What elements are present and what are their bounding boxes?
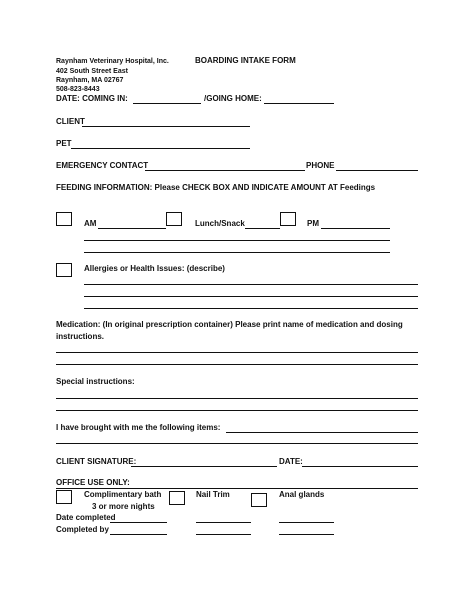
allergies-line[interactable] [84, 284, 418, 285]
allergies-checkbox[interactable] [56, 263, 72, 277]
anal-glands-label: Anal glands [279, 490, 325, 499]
anal-glands-date-field[interactable] [279, 522, 334, 523]
hospital-street: 402 South Street East [56, 68, 128, 75]
date-completed-field[interactable] [110, 522, 167, 523]
allergies-line[interactable] [84, 308, 418, 309]
phone-field[interactable] [336, 170, 418, 171]
client-field[interactable] [82, 126, 250, 127]
lunch-checkbox[interactable] [166, 212, 182, 226]
pet-label: PET [56, 139, 72, 148]
signature-date-field[interactable] [302, 466, 418, 467]
complimentary-bath-label: Complimentary bath [84, 490, 162, 499]
hospital-phone: 508-823-8443 [56, 86, 100, 93]
pm-label: PM [307, 219, 319, 228]
form-title: BOARDING INTAKE FORM [195, 56, 296, 65]
medication-line[interactable] [56, 364, 418, 365]
feeding-line[interactable] [84, 252, 390, 253]
am-checkbox[interactable] [56, 212, 72, 226]
emergency-contact-label: EMERGENCY CONTACT [56, 161, 149, 170]
completed-by-field[interactable] [110, 534, 167, 535]
signature-date-label: DATE: [279, 457, 303, 466]
office-use-line[interactable] [56, 488, 418, 489]
feeding-line[interactable] [84, 240, 390, 241]
medication-line[interactable] [56, 352, 418, 353]
allergies-label: Allergies or Health Issues: (describe) [84, 264, 225, 273]
going-home-field[interactable] [264, 103, 334, 104]
pm-checkbox[interactable] [280, 212, 296, 226]
am-amount-field[interactable] [98, 228, 166, 229]
items-label: I have brought with me the following items: [56, 423, 221, 432]
hospital-name: Raynham Veterinary Hospital, Inc. [56, 58, 169, 65]
phone-label: PHONE [306, 161, 335, 170]
office-use-heading: OFFICE USE ONLY: [56, 478, 130, 487]
completed-by-label: Completed by [56, 525, 109, 534]
allergies-line[interactable] [84, 296, 418, 297]
am-label: AM [84, 219, 97, 228]
complimentary-bath-checkbox[interactable] [56, 490, 72, 504]
lunch-amount-field[interactable] [245, 228, 280, 229]
nail-trim-date-field[interactable] [196, 522, 251, 523]
items-line[interactable] [56, 443, 418, 444]
medication-label: Medication: (In original prescription container) Please print name of medication and dosing [56, 320, 403, 329]
pm-amount-field[interactable] [321, 228, 390, 229]
special-instructions-line[interactable] [56, 398, 418, 399]
date-coming-in-field[interactable] [133, 103, 201, 104]
emergency-contact-field[interactable] [145, 170, 305, 171]
client-signature-label: CLIENT SIGNATURE: [56, 457, 137, 466]
special-instructions-label: Special instructions: [56, 377, 135, 386]
complimentary-bath-nights: 3 or more nights [92, 502, 155, 511]
client-label: CLIENT [56, 117, 85, 126]
lunch-label: Lunch/Snack [195, 219, 245, 228]
nail-trim-checkbox[interactable] [169, 491, 185, 505]
date-completed-label: Date completed [56, 513, 116, 522]
date-coming-in-label: DATE: COMING IN: [56, 94, 128, 103]
nail-trim-label: Nail Trim [196, 490, 230, 499]
going-home-label: /GOING HOME: [204, 94, 262, 103]
items-field[interactable] [226, 432, 418, 433]
client-signature-field[interactable] [131, 466, 277, 467]
hospital-city: Raynham, MA 02767 [56, 77, 124, 84]
anal-glands-completed-by-field[interactable] [279, 534, 334, 535]
special-instructions-line[interactable] [56, 410, 418, 411]
nail-trim-completed-by-field[interactable] [196, 534, 251, 535]
anal-glands-checkbox[interactable] [251, 493, 267, 507]
medication-label-cont: instructions. [56, 332, 105, 341]
pet-field[interactable] [71, 148, 250, 149]
feeding-heading: FEEDING INFORMATION: Please CHECK BOX AND INDICATE AMOUNT AT Feedings [56, 183, 376, 192]
